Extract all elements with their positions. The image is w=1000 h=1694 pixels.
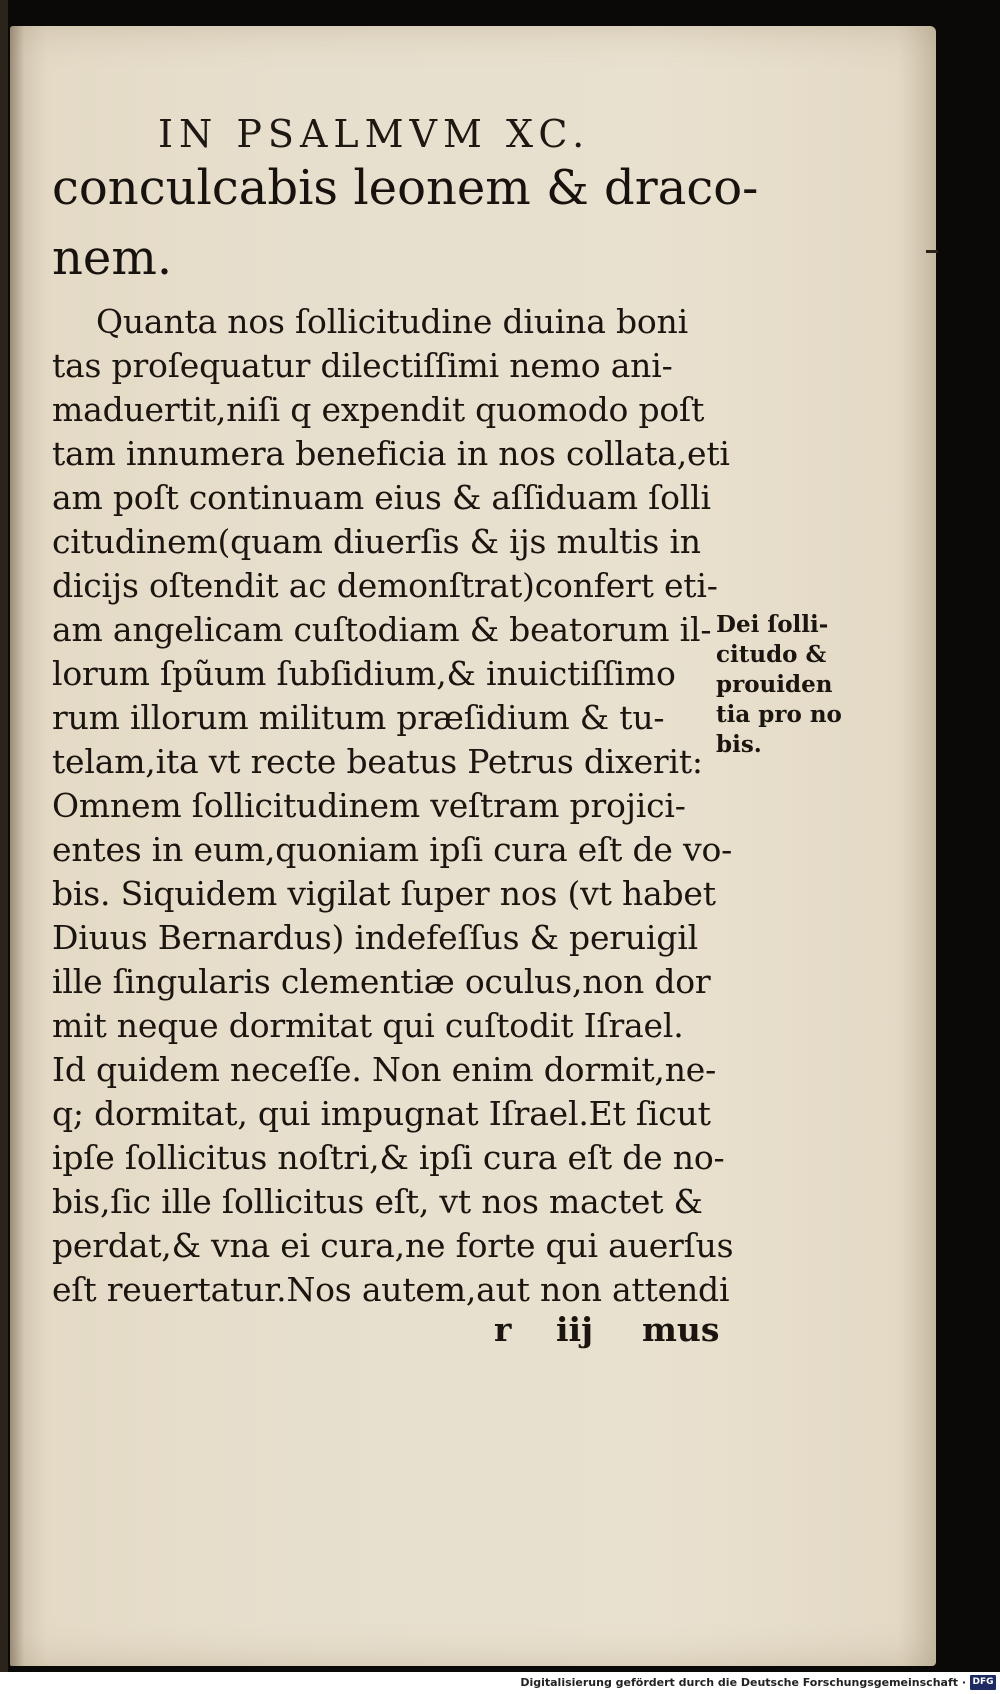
- catchword: mus: [642, 1310, 720, 1349]
- body-line: bis. Siquidem vigilat ſuper nos (vt habet: [52, 874, 716, 913]
- body-line: entes in eum,quoniam ipſi cura eſt de vo-: [52, 830, 733, 869]
- page-edge-tick: [926, 250, 938, 253]
- signature-number: iij: [556, 1310, 594, 1349]
- body-line: perdat,& vna ei cura,ne forte qui auerſus: [52, 1226, 734, 1265]
- dfg-logo: DFG: [970, 1675, 996, 1690]
- body-line: eſt reuertatur.Nos autem,aut non attendi: [52, 1270, 730, 1309]
- body-line: lorum ſpũum ſubſidium,& inuictiſſimo: [52, 654, 676, 693]
- heading-line-2: nem.: [52, 230, 173, 286]
- body-line: Id quidem neceſſe. Non enim dormit,ne-: [52, 1050, 717, 1089]
- body-line: citudinem(quam diuerſis & ijs multis in: [52, 522, 701, 561]
- body-line: Quanta nos ſollicitudine diuina boni: [96, 302, 688, 341]
- scan-left-edge: [0, 0, 8, 1694]
- body-line: telam,ita vt recte beatus Petrus dixerit:: [52, 742, 703, 781]
- margin-note-line: tia pro no: [716, 701, 842, 728]
- body-line: rum illorum militum præſidium & tu-: [52, 698, 665, 737]
- signature-mark: r: [494, 1310, 512, 1349]
- body-line: ipſe ſollicitus noſtri,& ipſi cura eſt de no-: [52, 1138, 725, 1177]
- body-line: maduertit,niſi q expendit quomodo poſt: [52, 390, 705, 429]
- body-line: am poſt continuam eius & aſſiduam ſolli: [52, 478, 711, 517]
- body-line: mit neque dormitat qui cuſtodit Iſrael.: [52, 1006, 684, 1045]
- gutter-shadow: [10, 26, 24, 1666]
- margin-note-line: prouiden: [716, 671, 833, 698]
- margin-note-line: Dei ſolli-: [716, 611, 829, 638]
- margin-note: [716, 610, 842, 760]
- margin-note-line: citudo &: [716, 641, 827, 668]
- body-line: am angelicam cuſtodiam & beatorum il-: [52, 610, 712, 649]
- body-line: bis,ſic ille ſollicitus eſt, vt nos mactet &: [52, 1182, 703, 1221]
- body-line: ille ſingularis clementiæ oculus,non dor: [52, 962, 711, 1001]
- running-head: IN PSALMVM XC.: [158, 112, 591, 156]
- heading-line-1: conculcabis leonem & draco-: [52, 160, 759, 216]
- footer-bar: [0, 1672, 1000, 1694]
- body-line: dicijs oſtendit ac demonſtrat)confert eti-: [52, 566, 718, 605]
- body-line: Omnem ſollicitudinem veſtram projici-: [52, 786, 686, 825]
- body-line: Diuus Bernardus) indefeſſus & peruigil: [52, 918, 698, 957]
- funding-credit: Digitalisierung gefördert durch die Deutsche Forschungsgemeinschaft ·: [520, 1676, 966, 1689]
- catchword-line: [0, 1310, 1000, 1350]
- body-line: q; dormitat, qui impugnat Iſrael.Et ſicut: [52, 1094, 711, 1133]
- body-line: tam innumera beneficia in nos collata,eti: [52, 434, 730, 473]
- margin-note-line: bis.: [716, 731, 762, 758]
- body-line: tas proſequatur dilectiſſimi nemo ani-: [52, 346, 673, 385]
